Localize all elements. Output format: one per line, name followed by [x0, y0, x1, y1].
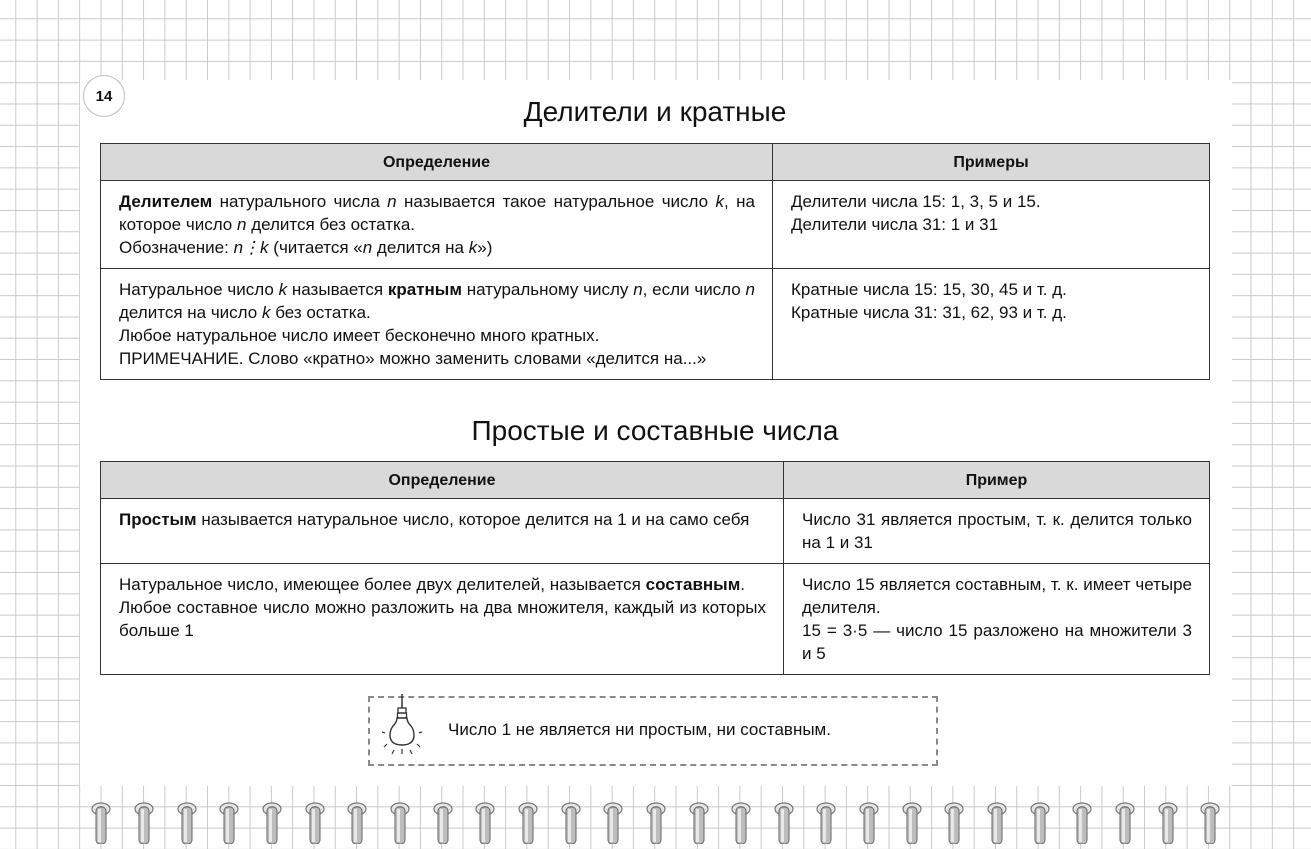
binding-ring [217, 795, 241, 844]
binding-ring [89, 795, 113, 844]
binding-ring [772, 795, 796, 844]
examples-multiple [773, 269, 1210, 380]
column-header-definition: Определение [101, 144, 773, 181]
example-line: Кратные числа 31: 31, 62, 93 и т. д. [791, 303, 1067, 322]
definition-multiple: Натуральное число k называется кратным натуральному числу n, если число n делится на число k без остатка. Любое натуральное число имеет бесконечно много кратных. ПРИМЕЧАНИЕ. Слово «кратно» можно заменить словами «делится на...» [101, 269, 773, 380]
page-number: 14 [83, 75, 125, 117]
binding-ring [1198, 795, 1222, 844]
binding-ring [559, 795, 583, 844]
binding-ring [473, 795, 497, 844]
binding-ring [1156, 795, 1180, 844]
example-prime: Число 31 является простым, т. к. делится только на 1 и 31 [784, 499, 1210, 564]
spiral-binding [80, 795, 1232, 844]
example-composite: Число 15 является составным, т. к. имеет четыре делителя. 15 = 3·5 — число 15 разложено на множители 3 и 5 [784, 564, 1210, 675]
binding-ring [388, 795, 412, 844]
binding-ring [1028, 795, 1052, 844]
binding-ring [644, 795, 668, 844]
column-header-examples: Примеры [773, 144, 1210, 181]
binding-ring [303, 795, 327, 844]
binding-ring [687, 795, 711, 844]
example-line: Кратные числа 15: 15, 30, 45 и т. д. [791, 280, 1067, 299]
note-box [368, 696, 938, 766]
definition-prime: Простым называется натуральное число, которое делится на 1 и на само себя [101, 499, 784, 564]
binding-ring [1070, 795, 1094, 844]
column-header-definition: Определение [101, 462, 784, 499]
section-title-primes: Простые и составные числа [471, 415, 839, 446]
definition-divisor: Делителем натурального числа n называется такое натуральное число k, на которое число n делится без остатка. Обозначение: n⋮k (читается «n делится на k») [101, 181, 773, 269]
table-row [101, 564, 1210, 675]
definition-line: Любое составное число можно разложить на два множителя, каждый из которых больше 1 [119, 598, 766, 640]
table-header-row [101, 462, 1210, 499]
binding-ring [516, 795, 540, 844]
notation-line: Обозначение: n⋮k (читается «n делится на k») [119, 238, 493, 257]
column-header-example: Пример [784, 462, 1210, 499]
term-composite: составным [645, 575, 741, 594]
binding-ring [345, 795, 369, 844]
binding-ring [900, 795, 924, 844]
example-line: 15 = 3·5 — число 15 разложено на множители 3 и 5 [802, 621, 1192, 663]
section-title-divisors: Делители и кратные [523, 96, 787, 127]
table-row [101, 269, 1210, 380]
example-line: Делители числа 15: 1, 3, 5 и 15. [791, 192, 1041, 211]
remark-line: ПРИМЕЧАНИЕ. Слово «кратно» можно заменить словами «делится на...» [119, 349, 707, 368]
binding-ring [175, 795, 199, 844]
definition-composite: Натуральное число, имеющее более двух делителей, называется составным. Любое составное число можно разложить на два множителя, каждый из которых больше 1 [101, 564, 784, 675]
term-prime: Простым [119, 510, 197, 529]
binding-ring [260, 795, 284, 844]
primes-table [100, 461, 1210, 675]
binding-ring [601, 795, 625, 844]
example-formula: 15 = 3·5 [802, 621, 868, 640]
binding-ring [431, 795, 455, 844]
examples-divisor [773, 181, 1210, 269]
lightbulb-icon [382, 694, 422, 761]
binding-ring [729, 795, 753, 844]
binding-ring [1113, 795, 1137, 844]
table-header-row [101, 144, 1210, 181]
term-divisor: Делителем [119, 192, 213, 211]
table-row [101, 499, 1210, 564]
note-text: Число 1 не является ни простым, ни составным. [448, 720, 831, 739]
binding-ring [132, 795, 156, 844]
example-line: Делители числа 31: 1 и 31 [791, 215, 999, 234]
binding-ring [985, 795, 1009, 844]
term-multiple: кратным [387, 280, 462, 299]
binding-ring [814, 795, 838, 844]
binding-ring [857, 795, 881, 844]
divisors-table [100, 143, 1210, 380]
notation-formula: n⋮k [233, 238, 269, 257]
table-row [101, 181, 1210, 269]
binding-ring [942, 795, 966, 844]
definition-line: Любое натуральное число имеет бесконечно много кратных. [119, 326, 600, 345]
